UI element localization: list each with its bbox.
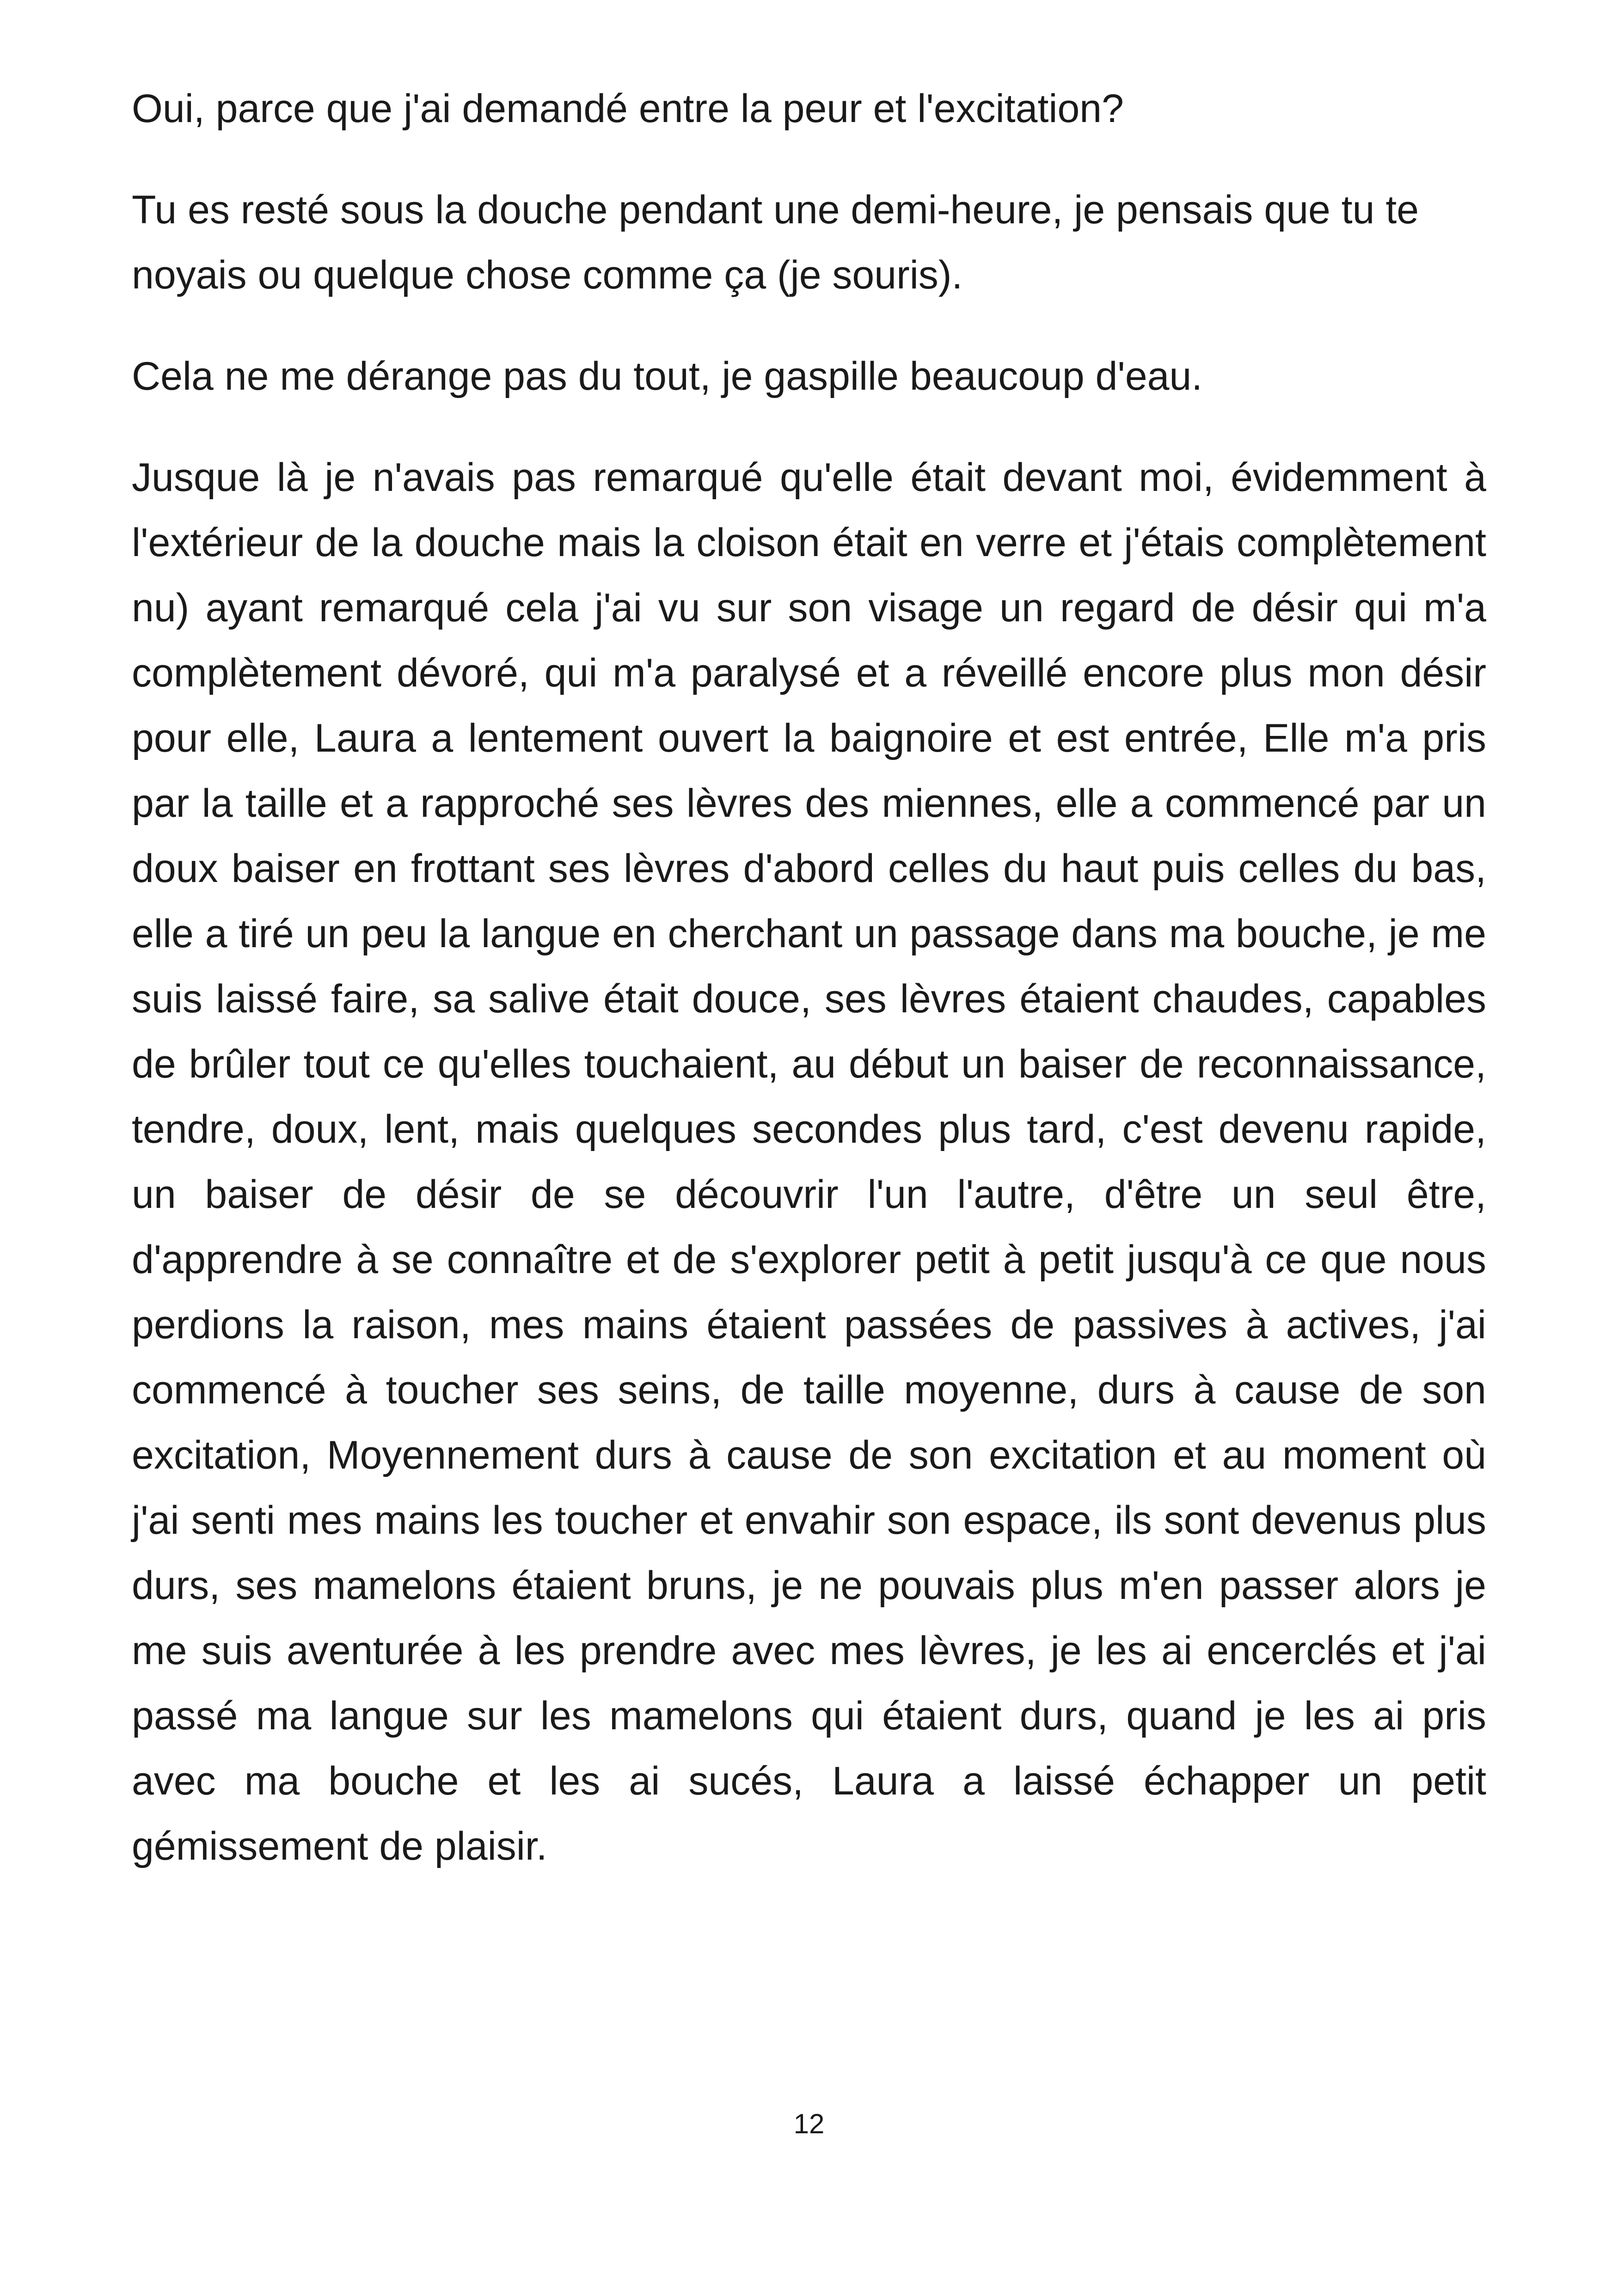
paragraph-3: Cela ne me dérange pas du tout, je gaspille beaucoup d'eau. xyxy=(132,354,1203,398)
paragraph-4: Jusque là je n'avais pas remarqué qu'elle était devant moi, évidemment à l'extérieur de la douche mais la cloison était en verre et j'étais complètement nu) ayant remarqué cela j'ai vu sur son visage un regard de désir qui m'a complètement dévoré, qui m'a paralysé et a réveillé encore plus mon désir pour elle, Laura a lentement ouvert la baignoire et est entrée, Elle m'a pris par la taille et a rapproché ses lèvres des miennes, elle a commencé par un doux baiser en frottant ses lèvres d'abord celles du haut puis celles du bas, elle a tiré un peu la langue en cherchant un passage dans ma bouche, je me suis laissé faire, sa salive était douce, ses lèvres étaient chaudes, capables de brûler tout ce qu'elles touchaient, au début un baiser de reconnaissance, tendre, doux, lent, mais quelques secondes plus tard, c'est devenu rapide, un baiser de désir de se découvrir l'un l'autre, d'être un seul être, d'apprendre à se connaître et de s'explorer petit à petit jusqu'à ce que nous perdions la raison, mes mains étaient passées de passives à actives, j'ai commencé à toucher ses seins, de taille moyenne, durs à cause de son excitation, Moyennement durs à cause de son excitation et au moment où j'ai senti mes mains les toucher et envahir son espace, ils sont devenus plus durs, ses mamelons étaient bruns, je ne pouvais plus m'en passer alors je me suis aventurée à les prendre avec mes lèvres, je les ai encerclés et j'ai passé ma langue sur les mamelons qui étaient durs, quand je les ai pris avec ma bouche et les ai sucés, Laura a laissé échapper un petit gémissement de plaisir. xyxy=(132,455,1486,1868)
paragraph-2: Tu es resté sous la douche pendant une demi-heure, je pensais que tu te noyais ou quelque chose comme ça (je souris). xyxy=(132,188,1419,297)
paragraph-1: Oui, parce que j'ai demandé entre la peur et l'excitation? xyxy=(132,86,1124,131)
page-number: 12 xyxy=(793,2108,825,2139)
body-text xyxy=(132,76,1486,1915)
